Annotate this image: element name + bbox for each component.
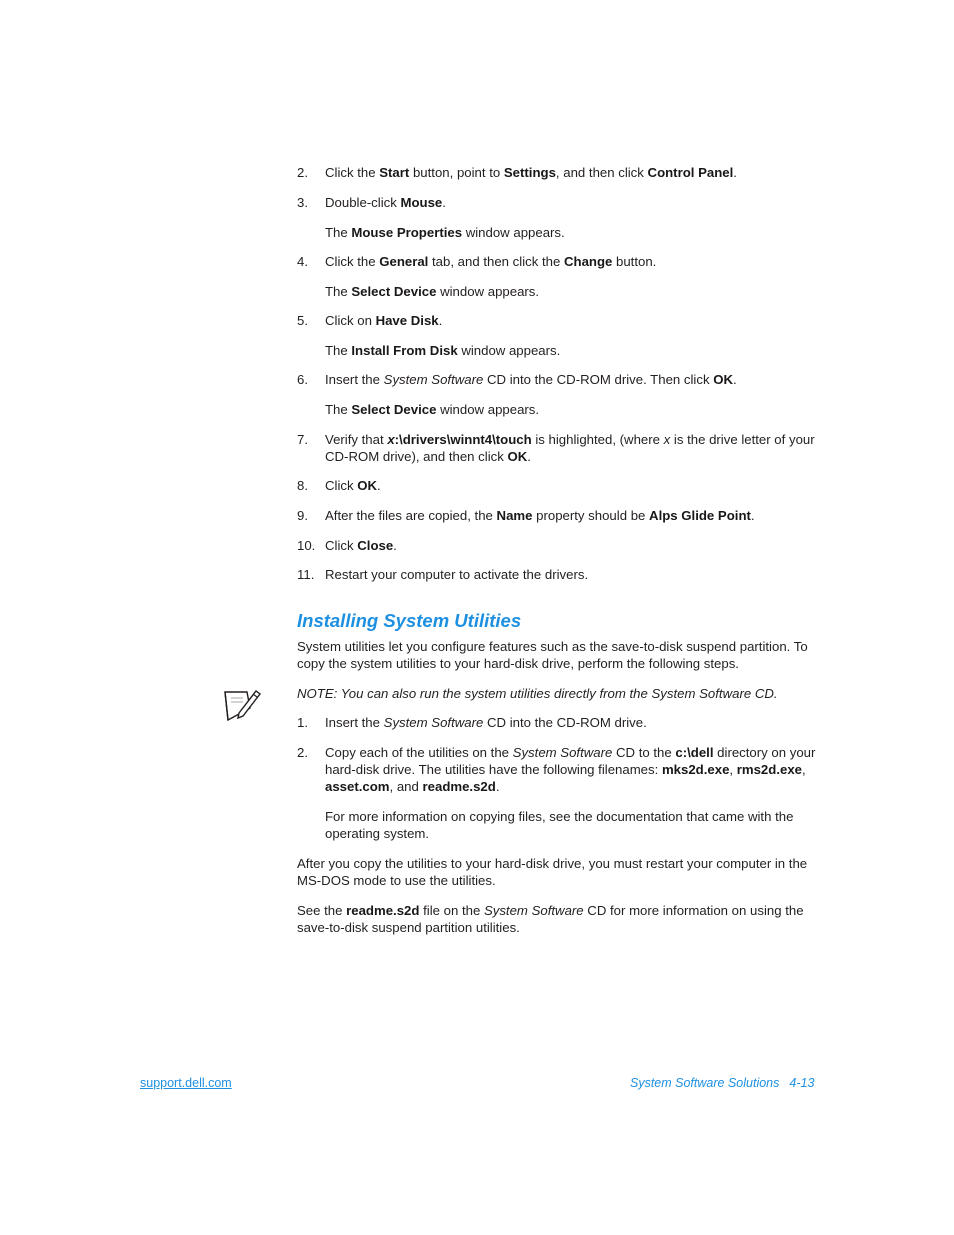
emphasis-run: OK (357, 478, 378, 493)
step-4-result (325, 283, 827, 300)
note-pencil-icon (222, 686, 262, 722)
text-run: window appears. (462, 225, 565, 240)
step-text (325, 164, 827, 181)
emphasis-run: Name (496, 508, 533, 523)
emphasis-run: Change (563, 254, 613, 269)
step-text (325, 312, 827, 329)
closing-paragraph-1 (297, 855, 827, 889)
emphasis-run: rms2d.exe (736, 762, 802, 777)
text-run: . (438, 313, 443, 328)
text-run: . (393, 538, 397, 553)
section-intro: System utilities let you configure features such as the save-to-disk suspend partition. To copy the system utilities to your hard-disk drive, perform the following steps. (297, 639, 808, 671)
page-number: 4-13 (789, 1076, 815, 1090)
text-run: . (750, 508, 755, 523)
text-run: The (325, 225, 352, 240)
emphasis-run: mks2d.exe (661, 762, 730, 777)
step-number: 9. (297, 508, 308, 523)
text-run: Double-click (325, 195, 401, 210)
step-number: 7. (297, 432, 308, 447)
text-run: file on the (419, 903, 484, 918)
text-run: Click (325, 478, 358, 493)
step-9 (297, 507, 827, 524)
step-text (325, 744, 827, 795)
text-run: button. (612, 254, 657, 269)
emphasis-run: Mouse (400, 195, 443, 210)
text-run: Copy each of the utilities on the (325, 745, 513, 760)
text-run: . (527, 449, 531, 464)
text-run: CD to the (612, 745, 676, 760)
emphasis-run: Select Device (351, 284, 437, 299)
text-run: is the drive letter of your CD-ROM drive), and then click (325, 432, 815, 464)
text-run: is highlighted, (where (531, 432, 664, 447)
text-run: The (325, 402, 352, 417)
step-text (325, 477, 827, 494)
text-run: directory on your hard-disk drive. The utilities have the following filenames: (325, 745, 816, 777)
emphasis-run: Control Panel (647, 165, 734, 180)
text-run: Click the (325, 165, 380, 180)
text-run: , and then click (555, 165, 648, 180)
emphasis-run: Start (379, 165, 410, 180)
step-11 (297, 566, 827, 583)
emphasis-run: :\drivers\winnt4\touch (394, 432, 532, 447)
step-4 (297, 253, 827, 270)
step-text (325, 507, 827, 524)
footer-title (630, 1075, 814, 1092)
step-3-result (325, 224, 827, 241)
step-number: 10. (297, 538, 316, 553)
text-run: window appears. (436, 284, 540, 299)
emphasis-run: readme.s2d (422, 779, 496, 794)
step-number: 5. (297, 313, 308, 328)
emphasis-run: x (663, 432, 671, 447)
closing-paragraph-2 (297, 902, 827, 936)
text-run: The (325, 284, 352, 299)
emphasis-run: OK (713, 372, 733, 387)
footer-section-title: System Software Solutions (630, 1076, 780, 1090)
step-8 (297, 477, 827, 494)
step-10 (297, 537, 827, 554)
text-run: Insert the (325, 715, 384, 730)
step-number: 2. (297, 165, 308, 180)
text-run: , (729, 762, 737, 777)
step-6-result (325, 401, 827, 418)
step-number: 4. (297, 254, 308, 269)
step-text (325, 431, 827, 465)
emphasis-run: Settings (503, 165, 556, 180)
emphasis-run: Close (357, 538, 394, 553)
step-number: 8. (297, 478, 308, 493)
text-run: , (801, 762, 806, 777)
text-run: After you copy the utilities to your hard-disk drive, you must restart your computer in the MS-DOS mode to use the utilities. (297, 856, 808, 888)
step-5-result (325, 342, 827, 359)
text-run: After the files are copied, the (325, 508, 497, 523)
step-text (325, 253, 827, 270)
step-5 (297, 312, 827, 329)
text-run: For more information on copying files, see the documentation that came with the operating system. (325, 809, 794, 841)
text-run: . (733, 372, 737, 387)
step-number: 3. (297, 195, 308, 210)
emphasis-run: OK (507, 449, 528, 464)
text-run: CD for more information on using the save-to-disk suspend partition utilities. (297, 903, 804, 935)
emphasis-run: System Software (383, 372, 484, 387)
copy-step-1 (297, 714, 827, 731)
text-run: . (377, 478, 381, 493)
text-run: button, point to (409, 165, 504, 180)
emphasis-run: x (387, 432, 395, 447)
step-number: 6. (297, 372, 308, 387)
step-number: 11. (297, 567, 315, 582)
emphasis-run: System Software (383, 715, 484, 730)
text-run: CD into the CD-ROM drive. Then click (483, 372, 714, 387)
emphasis-run: Select Device (351, 402, 437, 417)
text-run: window appears. (436, 402, 540, 417)
emphasis-run: Mouse Properties (351, 225, 463, 240)
step-6 (297, 371, 827, 388)
step-number: 2. (297, 745, 308, 760)
text-run: See the (297, 903, 347, 918)
emphasis-run: c:\dell (675, 745, 714, 760)
step-7 (297, 431, 827, 465)
text-run: Restart your computer to activate the drivers. (325, 567, 589, 582)
text-run: Verify that (325, 432, 388, 447)
step-text (325, 194, 827, 211)
step-text (325, 566, 827, 583)
emphasis-run: readme.s2d (346, 903, 420, 918)
text-run: property should be (532, 508, 650, 523)
text-run: Click the (325, 254, 380, 269)
emphasis-run: System Software (483, 903, 584, 918)
text-run: , and (389, 779, 423, 794)
emphasis-run: Have Disk (375, 313, 439, 328)
step-number: 1. (297, 715, 308, 730)
emphasis-run: asset.com (325, 779, 390, 794)
text-run: window appears. (457, 343, 561, 358)
step-text (325, 714, 827, 731)
text-run: Click (325, 538, 358, 553)
step-2 (297, 164, 827, 181)
text-run: Insert the (325, 372, 384, 387)
step-text (325, 537, 827, 554)
step-3 (297, 194, 827, 211)
support-link[interactable]: support.dell.com (140, 1076, 232, 1090)
text-run: The (325, 343, 352, 358)
emphasis-run: General (379, 254, 429, 269)
text-run: . (733, 165, 737, 180)
text-run: Click on (325, 313, 376, 328)
text-run: tab, and then click the (428, 254, 564, 269)
copy-step-2-note (325, 808, 827, 842)
text-run: CD into the CD-ROM drive. (483, 715, 647, 730)
emphasis-run: Install From Disk (351, 343, 458, 358)
text-run: . (442, 195, 446, 210)
text-run: . (495, 779, 500, 794)
emphasis-run: System Software (512, 745, 613, 760)
step-text (325, 371, 827, 388)
emphasis-run: Alps Glide Point (649, 508, 751, 523)
copy-step-2 (297, 744, 827, 795)
section-heading: Installing System Utilities (297, 610, 522, 631)
note-text: NOTE: You can also run the system utilities directly from the System Software CD. (297, 686, 778, 701)
